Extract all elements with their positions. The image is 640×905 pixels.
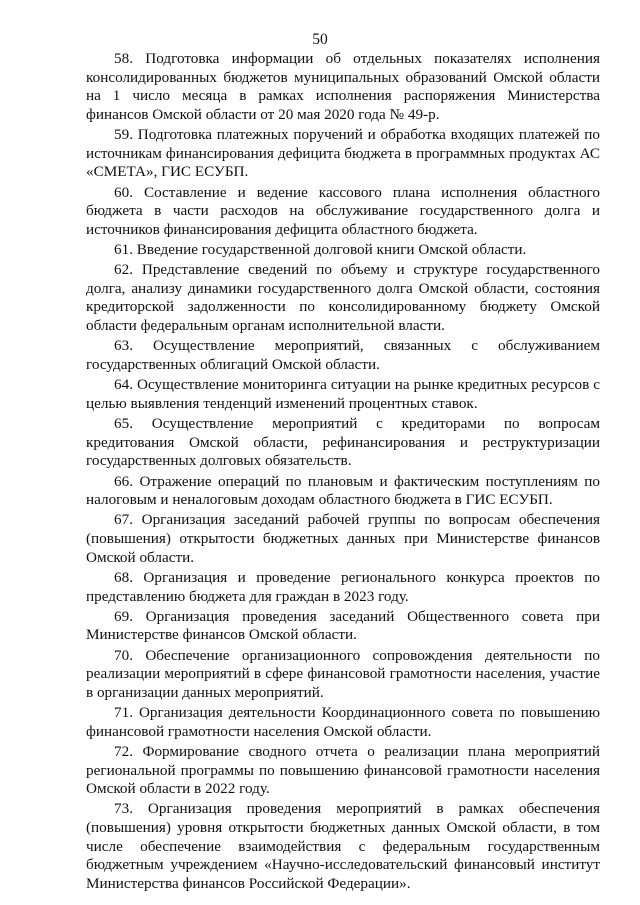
paragraph-69: 69. Организация проведения заседаний Общественного совета при Министерстве финансов Омской области. — [86, 607, 600, 644]
paragraph-61: 61. Введение государственной долговой книги Омской области. — [114, 241, 527, 258]
paragraph-71: 71. Организация деятельности Координационного совета по повышению финансовой грамотности населения Омской области. — [86, 704, 600, 740]
paragraph-68: 68. Организация и проведение регионального конкурса проектов по представлению бюджета для граждан в 2023 году. — [86, 568, 600, 605]
paragraph-63: 63. Осуществление мероприятий, связанных с обслуживанием государственных облигаций Омской области. — [86, 337, 600, 373]
body-text — [86, 50, 600, 895]
paragraph-58: 58. Подготовка информации об отдельных показателях исполнения консолидированных бюджетов муниципальных образований Омской области на 1 число месяца в рамках исполнения распоряжения Министерства финансов Омской области от 20 мая 2020 года № 49-р. — [86, 50, 600, 123]
paragraph-60: 60. Составление и ведение кассового плана исполнения областного бюджета в части расходов на обслуживание государственного долга и источников финансирования дефицита областного бюджета. — [86, 183, 600, 238]
paragraph-65: 65. Осуществление мероприятий с кредиторами по вопросам кредитования Омской области, рефинансирования и реструктуризации государственных долговых обязательств. — [86, 415, 600, 470]
paragraph-59: 59. Подготовка платежных поручений и обработка входящих платежей по источникам финансирования дефицита бюджета в программных продуктах АС «СМЕТА», ГИС ЕСУБП. — [86, 126, 600, 181]
paragraph-62: 62. Представление сведений по объему и структуре государственного долга, анализу динамики государственного долга Омской области, состояния кредиторской задолженности по консолидированному бюджету Омской области федеральным органам исполнительной власти. — [86, 261, 600, 335]
paragraph-72: 72. Формирование сводного отчета о реализации плана мероприятий региональной программы по повышению финансовой грамотности населения Омской области в 2022 году. — [86, 743, 600, 798]
paragraph-70: 70. Обеспечение организационного сопровождения деятельности по реализации мероприятий в сфере финансовой грамотности населения, участие в организации данных мероприятий. — [86, 646, 600, 701]
page-number: 50 — [312, 31, 328, 48]
paragraph-66: 66. Отражение операций по плановым и фактическим поступлениям по налоговым и неналоговым доходам областного бюджета в ГИС ЕСУБП. — [86, 472, 600, 509]
paragraph-73: 73. Организация проведения мероприятий в рамках обеспечения (повышения) уровня открытости бюджетных данных Омской области, в том числе обеспечение взаимодействия с федеральным государственным бюджетным учреждением «Научно-исследовательский финансовый институт Министерства финансов Российской Федерации». — [86, 800, 600, 892]
paragraph-67: 67. Организация заседаний рабочей группы по вопросам обеспечения (повышения) открытости бюджетных данных при Министерстве финансов Омской области. — [86, 511, 600, 566]
paragraph-64: 64. Осуществление мониторинга ситуации на рынке кредитных ресурсов с целью выявления тенденций изменений процентных ставок. — [86, 376, 600, 412]
